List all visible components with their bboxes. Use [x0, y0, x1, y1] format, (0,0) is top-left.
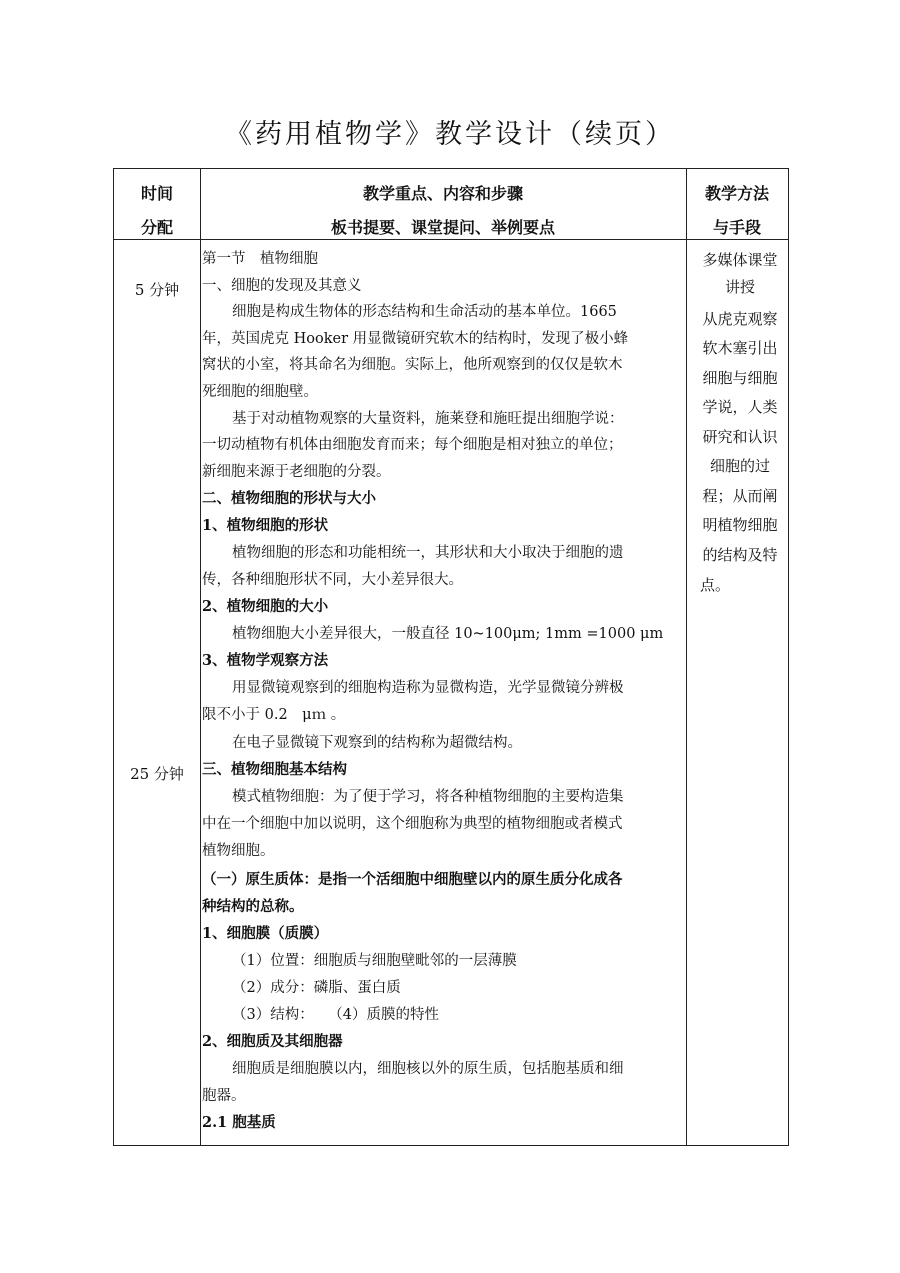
method-line: 的结构及特 — [702, 546, 778, 564]
header-content-line2: 板书提要、课堂提问、举例要点 — [330, 218, 555, 237]
header-method — [686, 169, 788, 239]
paragraph-line: 胞器。 — [202, 1088, 246, 1104]
paragraph-line: 用显微镜观察到的细胞构造称为显微构造，光学显微镜分辨极 — [232, 680, 624, 696]
paragraph-line: 植物细胞的形态和功能相统一，其形状和大小取决于细胞的遗 — [232, 545, 624, 561]
method-line: 从虎克观察 — [702, 310, 778, 328]
header-content — [200, 169, 686, 239]
method-line: 明植物细胞 — [702, 516, 778, 534]
paragraph-line: 年，英国虎克 Hooker 用显微镜研究软木的结构时，发现了极小蜂 — [202, 331, 629, 347]
method-line: 程；从而阐 — [702, 487, 778, 505]
heading-level1: 二、植物细胞的形状与大小 — [202, 490, 376, 507]
paragraph-line: 植物细胞大小差异很大，一般直径 10~100μm; 1mm =1000 μm — [232, 626, 664, 642]
section-heading: 第一节 植物细胞 — [202, 251, 318, 267]
paragraph-line: 死细胞的细胞壁。 — [202, 384, 318, 400]
method-line: 讲授 — [724, 278, 755, 296]
heading-level2: 2、细胞质及其细胞器 — [202, 1033, 343, 1050]
paragraph-line: 细胞质是细胞膜以内，细胞核以外的原生质，包括胞基质和细 — [232, 1061, 624, 1077]
heading-level2: 1、植物细胞的形状 — [202, 517, 329, 534]
paragraph-line: 中在一个细胞中加以说明，这个细胞称为典型的植物细胞或者模式 — [202, 816, 623, 832]
time-allocation-5min: 5 分钟 — [134, 281, 180, 299]
header-method-line2: 与手段 — [712, 218, 761, 237]
method-line: 点。 — [700, 576, 731, 594]
header-time-line2: 分配 — [140, 218, 173, 237]
paragraph-line: 新细胞来源于老细胞的分裂。 — [202, 464, 391, 480]
heading-level1: 一、细胞的发现及其意义 — [202, 278, 362, 294]
method-line: 细胞与细胞 — [702, 369, 778, 387]
method-line: 学说，人类 — [702, 398, 778, 416]
header-time — [114, 169, 200, 239]
page-title: 《药用植物学》教学设计（续页） — [225, 119, 675, 150]
paragraph-line: 基于对动植物观察的大量资料，施莱登和施旺提出细胞学说： — [232, 411, 624, 427]
header-time-line1: 时间 — [140, 184, 173, 203]
list-item: （3）结构： （4）质膜的特性 — [232, 1007, 439, 1023]
paragraph-line: 植物细胞。 — [202, 843, 275, 859]
list-item: （2）成分：磷脂、蛋白质 — [232, 980, 401, 996]
heading-level3: 2.1 胞基质 — [202, 1114, 276, 1131]
list-item: （1）位置：细胞质与细胞壁毗邻的一层薄膜 — [232, 953, 517, 969]
header-divider — [114, 239, 788, 240]
header-method-line1: 教学方法 — [704, 184, 769, 203]
method-line: 多媒体课堂 — [702, 251, 778, 269]
paragraph-line: 窝状的小室，将其命名为细胞。实际上，他所观察到的仅仅是软木 — [202, 357, 623, 373]
method-line: 细胞的过 — [709, 457, 770, 475]
paragraph-line: 细胞是构成生物体的形态结构和生命活动的基本单位。1665 — [232, 304, 617, 320]
heading-level1: 三、植物细胞基本结构 — [202, 761, 347, 778]
heading-level2: 3、植物学观察方法 — [202, 652, 329, 669]
heading-level2: 2、植物细胞的大小 — [202, 598, 329, 615]
time-allocation-25min: 25 分钟 — [130, 765, 184, 783]
lesson-plan-table — [113, 168, 789, 1146]
paragraph-line: 一切动植物有机体由细胞发育而来；每个细胞是相对独立的单位； — [202, 437, 623, 453]
method-line: 软木塞引出 — [702, 339, 778, 357]
heading-bold-definition: 种结构的总称。 — [202, 898, 304, 915]
heading-level2: 1、细胞膜（质膜） — [202, 925, 329, 942]
column-divider — [686, 169, 687, 1145]
method-line: 研究和认识 — [702, 428, 778, 446]
heading-bold-definition: （一）原生质体：是指一个活细胞中细胞壁以内的原生质分化成各 — [202, 871, 623, 888]
header-content-line1: 教学重点、内容和步骤 — [362, 184, 523, 203]
column-divider — [200, 169, 201, 1145]
paragraph-line: 限不小于 0.2 μｍ 。 — [202, 707, 346, 723]
paragraph-line: 模式植物细胞：为了便于学习，将各种植物细胞的主要构造集 — [232, 789, 624, 805]
paragraph-line: 在电子显微镜下观察到的结构称为超微结构。 — [232, 735, 522, 751]
paragraph-line: 传，各种细胞形状不同，大小差异很大。 — [202, 572, 463, 588]
